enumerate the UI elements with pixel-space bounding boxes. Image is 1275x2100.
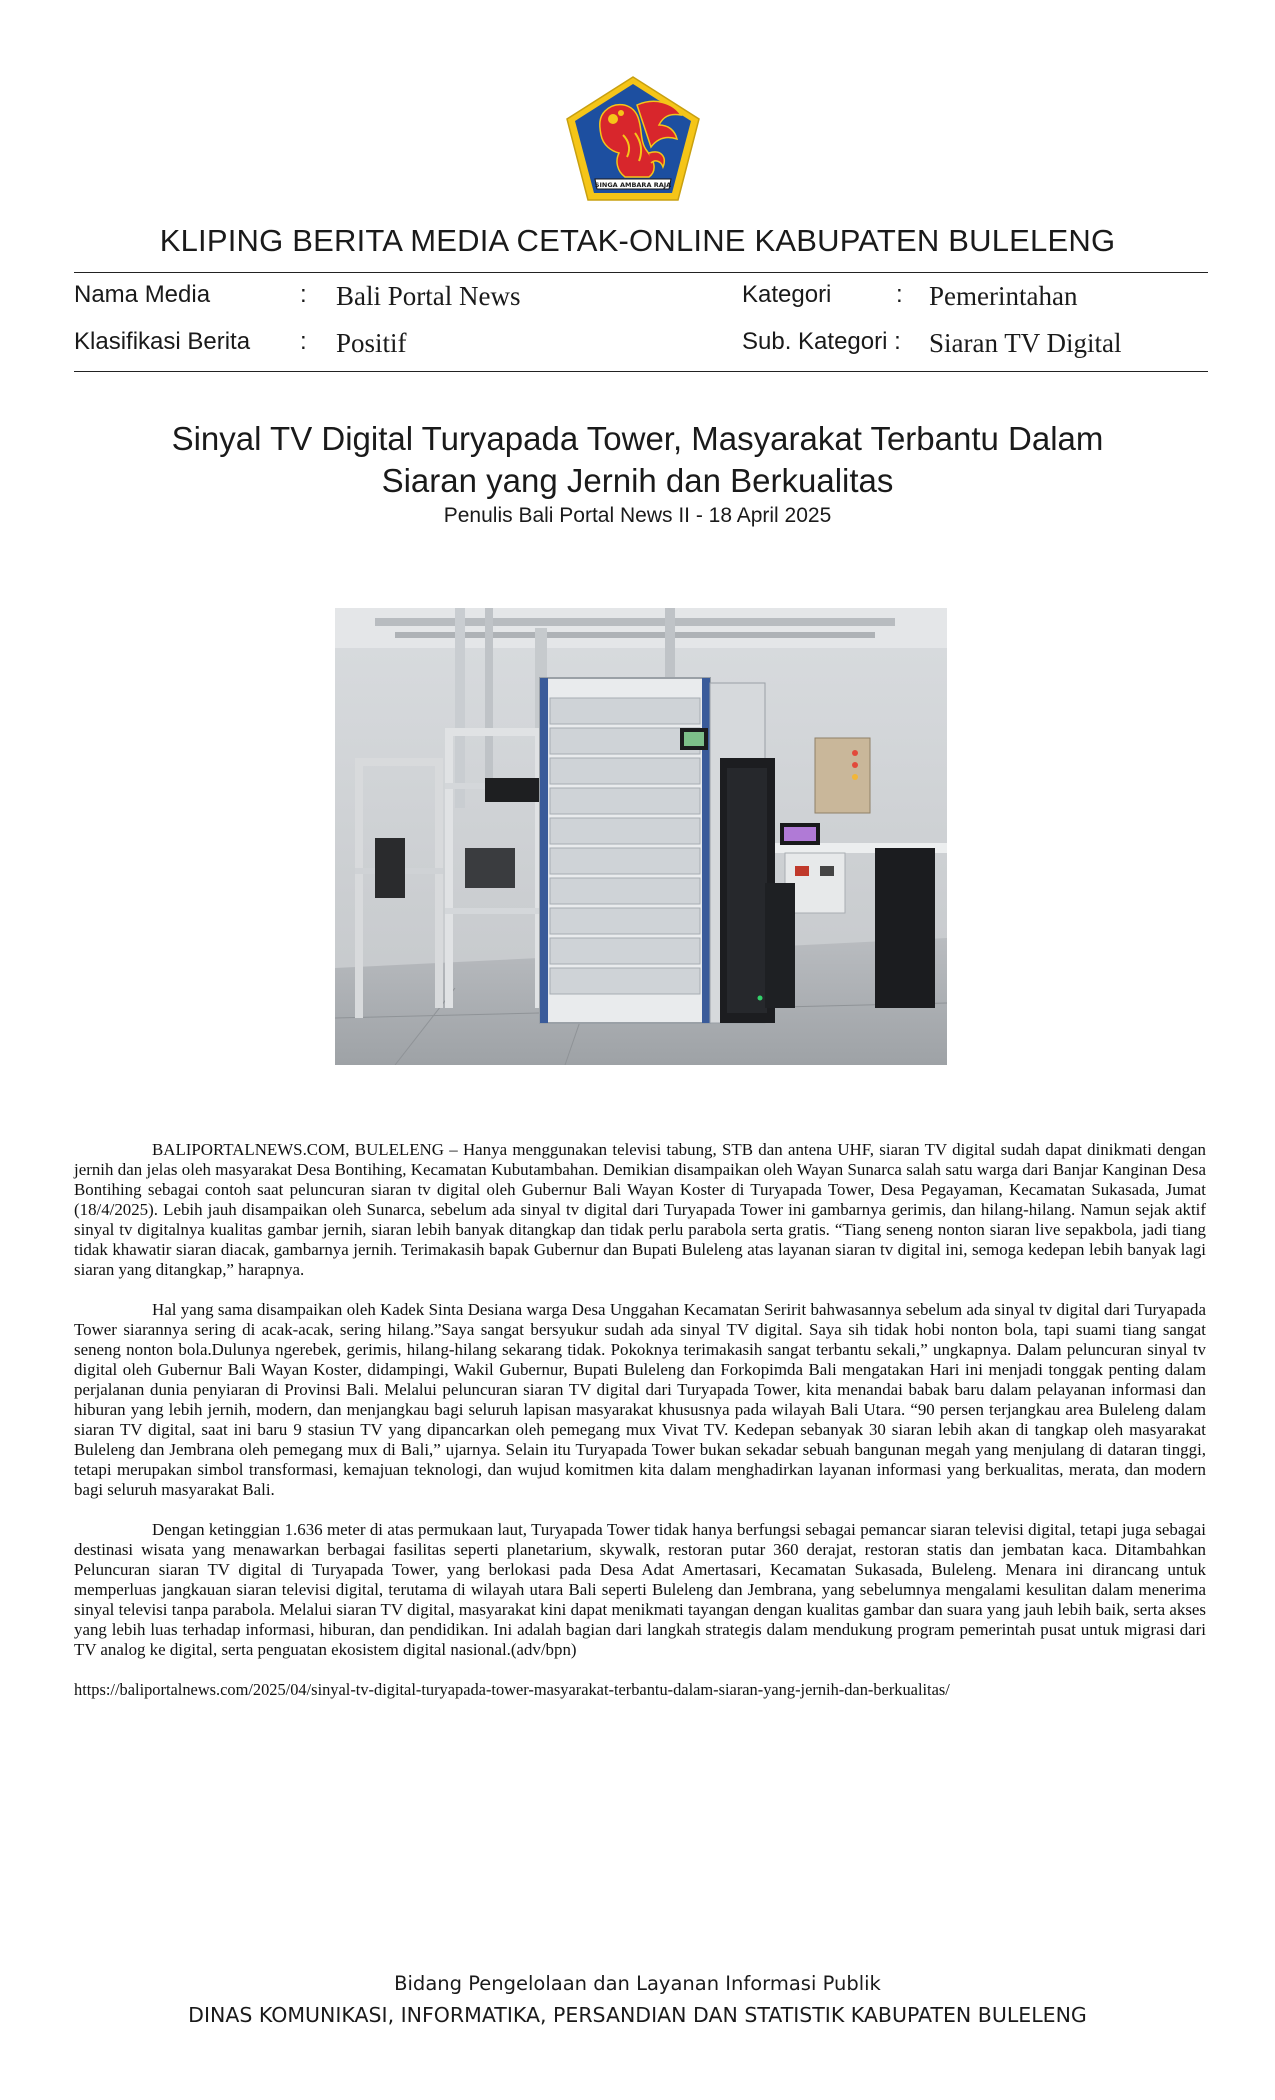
media-name-colon: : (300, 281, 307, 308)
article-paragraph-2: Hal yang sama disampaikan oleh Kadek Sinta Desiana warga Desa Unggahan Kecamatan Seririt bahwasannya sebelum ada sinyal tv digital dari Turyapada Tower siarannya sering di acak-acak, sering hilang.”Saya sangat bersyukur sudah ada sinyal TV digital. Saya sih tidak hobi nonton bola, tapi suami tiang sangat seneng nonton bola.Dulunya ngerebek, gerimis, hilang-hilang sekarang tidak. Pokoknya terimakasih sangat terbantu sekali,” ungkapnya. Dalam peluncuran sinyal tv digital oleh Gubernur Bali Wayan Koster, didampingi, Wakil Gubernur, Bupati Buleleng dan Forkopimda Bali mengatakan Hari ini menjadi tonggak penting dalam perjalanan dunia penyiaran di Provinsi Bali. Melalui peluncuran siaran TV digital dari Turyapada Tower, kita menandai babak baru dalam pelayanan informasi dan hiburan yang lebih jernih, modern, dan menjangkau bagi seluruh lapisan masyarakat khususnya pada wilayah Bali Utara. “90 persen terjangkau area Buleleng dalam siaran TV digital, saat ini baru 9 stasiun TV yang dipancarkan oleh pemegang mux Vivat TV. Kedepan sebanyak 30 siaran lebih akan di tangkap oleh masyarakat Buleleng dan Jembrana oleh pemegang mux di Bali,” ujarnya. Selain itu Turyapada Tower bukan sekadar sebuah bangunan megah yang menjulang di dataran tinggi, tetapi merupakan simbol transformasi, kemajuan teknologi, dan wujud komitmen kita dalam menghadirkan layanan informasi yang berkualitas, merata, dan modern bagi seluruh masyarakat Bali. (74, 1300, 1206, 1499)
subcategory-label: Sub. Kategori : (742, 328, 901, 355)
article-paragraph-3: Dengan ketinggian 1.636 meter di atas permukaan laut, Turyapada Tower tidak hanya berfungsi sebagai pemancar siaran televisi digital, tetapi juga sebagai destinasi wisata yang menawarkan berbagai fasilitas seperti planetarium, skywalk, restoran putar 360 derajat, restoran statis dan jembatan kaca. Ditambahkan Peluncuran siaran TV digital di Turyapada Tower, yang berlokasi pada Desa Adat Amertasari, Kecamatan Sukasada, Buleleng. Menara ini dirancang untuk memperluas jangkauan siaran televisi digital, terutama di wilayah utara Bali seperti Buleleng dan Jembrana, yang sebelumnya mengalami kesulitan dalam menerima sinyal televisi tanpa parabola. Melalui siaran TV digital, masyarakat kini dapat menikmati tayangan dengan kualitas gambar dan suara yang jauh lebih baik, serta akses yang lebih luas terhadap informasi, hiburan, dan pendidikan. Ini adalah bagian dari langkah strategis dalam mendukung program pemerintah pusat untuk migrasi dari TV analog ke digital, serta penguatan ekosistem digital nasional.(adv/bpn) (74, 1520, 1206, 1659)
media-name-value: Bali Portal News (336, 281, 521, 311)
footer-department: Bidang Pengelolaan dan Layanan Informasi Publik (394, 1972, 881, 1995)
article-paragraph-1: BALIPORTALNEWS.COM, BULELENG – Hanya menggunakan televisi tabung, STB dan antena UHF, siaran TV digital sudah dapat dinikmati dengan jernih dan jelas oleh masyarakat Desa Bontihing, Kecamatan Kubutambahan. Demikian disampaikan oleh Wayan Sunarca salah satu warga dari Banjar Kanginan Desa Bontihing sebagai contoh saat peluncuran siaran tv digital oleh Gubernur Bali Wayan Koster di Turyapada Tower, Desa Pegayaman, Kecamatan Sukasada, Jumat (18/4/2025). Lebih jauh disampaikan oleh Sunarca, sebelum ada sinyal tv digital dari Turyapada Tower ini gambarnya gerimis, dan hilang-hilang. Namun sejak aktif sinyal tv digitalnya kualitas gambar jernih, siaran lebih banyak ditangkap dan tidak perlu parabola serta gratis. “Tiang seneng nonton siaran live sepakbola, jadi tiang tidak khawatir siaran diacak, gambarnya jernih. Terimakasih bapak Gubernur dan Bupati Buleleng atas layanan siaran tv digital ini, semoga kedepan lebih banyak lagi siaran yang ditangkap,” harapnya. (74, 1140, 1206, 1279)
classification-label: Klasifikasi Berita (74, 328, 251, 355)
article-title (100, 418, 1175, 502)
transmitter-room-photo (335, 608, 947, 1065)
article-byline: Penulis Bali Portal News II - 18 April 2025 (443, 504, 832, 527)
footer-agency: DINAS KOMUNIKASI, INFORMATIKA, PERSANDIAN DAN STATISTIK KABUPATEN BULELENG (188, 2003, 1087, 2027)
article-body (74, 1140, 1206, 1720)
logo-ribbon-text: SINGA AMBARA RAJA (594, 181, 672, 189)
subcategory-value: Siaran TV Digital (929, 328, 1122, 358)
article-title-line-1: Sinyal TV Digital Turyapada Tower, Masyarakat Terbantu Dalam (171, 420, 1104, 457)
article-title-line-2: Siaran yang Jernih dan Berkualitas (381, 462, 894, 499)
media-name-label: Nama Media (74, 281, 211, 308)
document-header-title: KLIPING BERITA MEDIA CETAK-ONLINE KABUPATEN BULELENG (159, 223, 1116, 258)
category-label: Kategori (742, 281, 832, 308)
category-value: Pemerintahan (929, 281, 1078, 311)
source-url-link[interactable]: https://baliportalnews.com/2025/04/sinyal-tv-digital-turyapada-tower-masyarakat-terbantu-dalam-siaran-yang-jernih-dan-berkualitas/ (74, 1680, 950, 1699)
category-colon: : (896, 281, 903, 308)
classification-value: Positif (336, 328, 407, 358)
classification-colon: : (300, 328, 307, 355)
header-divider-bottom (74, 371, 1208, 372)
singa-ambara-raja-emblem-icon (565, 75, 701, 202)
regency-logo (565, 75, 701, 202)
header-divider-top (74, 272, 1208, 273)
article-photo (335, 608, 947, 1065)
